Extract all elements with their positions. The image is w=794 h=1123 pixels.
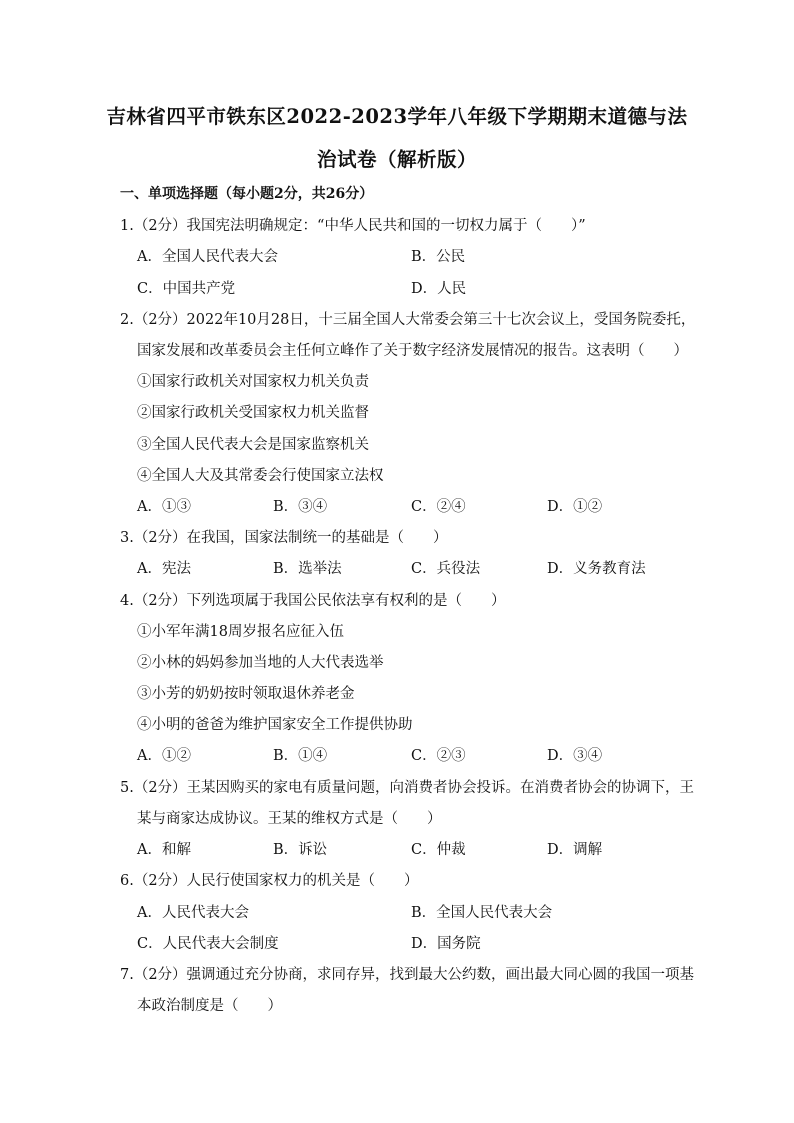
question-5-option-c: C．仲裁 (411, 842, 466, 858)
question-4-option-c: C．②③ (411, 748, 466, 764)
question-7-stem-line-1: 7.（2分）强调通过充分协商，求同存异，找到最大公约数，画出最大同心圆的我国一项基 (120, 967, 695, 983)
question-4-statement-2: ②小林的妈妈参加当地的人大代表选举 (137, 655, 384, 671)
question-4-stem: 4.（2分）下列选项属于我国公民依法享有权利的是（ ） (120, 593, 506, 609)
question-2-statement-3: ③全国人民代表大会是国家监察机关 (137, 437, 369, 453)
question-1-option-a: A．全国人民代表大会 (137, 249, 278, 265)
question-5-option-b: B．诉讼 (273, 842, 328, 858)
question-3-option-c: C．兵役法 (411, 561, 481, 577)
question-6-option-b: B．全国人民代表大会 (411, 905, 553, 921)
question-1-option-c: C．中国共产党 (137, 281, 236, 297)
question-2-statement-4: ④全国人大及其常委会行使国家立法权 (137, 468, 384, 484)
question-7-stem-line-2: 本政治制度是（ ） (137, 998, 282, 1014)
question-2-option-d: D．①② (547, 499, 603, 515)
question-4-option-b: B．①④ (273, 748, 328, 764)
question-1-option-b: B．公民 (411, 249, 466, 265)
question-2-option-a: A．①③ (137, 499, 191, 515)
question-4-statement-1: ①小军年满18周岁报名应征入伍 (137, 624, 344, 640)
question-4-statement-3: ③小芳的奶奶按时领取退休养老金 (137, 686, 355, 702)
question-2-option-b: B．③④ (273, 499, 328, 515)
question-6-stem: 6.（2分）人民行使国家权力的机关是（ ） (120, 873, 419, 889)
question-3-stem: 3.（2分）在我国，国家法制统一的基础是（ ） (120, 530, 448, 546)
question-3-option-a: A．宪法 (137, 561, 191, 577)
question-6-option-a: A．人民代表大会 (137, 905, 249, 921)
question-5-stem-line-2: 某与商家达成协议。王某的维权方式是（ ） (137, 811, 442, 827)
question-4-statement-4: ④小明的爸爸为维护国家安全工作提供协助 (137, 717, 413, 733)
section-heading: 一、单项选择题（每小题2分，共26分） (120, 186, 374, 202)
question-5-stem-line-1: 5.（2分）王某因购买的家电有质量问题，向消费者协会投诉。在消费者协会的协调下，王 (120, 780, 695, 796)
question-1-stem: 1.（2分）我国宪法明确规定：“中华人民共和国的一切权力属于（ ）” (120, 218, 586, 234)
question-4-option-a: A．①② (137, 748, 191, 764)
question-4-option-d: D．③④ (547, 748, 603, 764)
question-5-option-d: D．调解 (547, 842, 603, 858)
question-1-option-d: D．人民 (411, 281, 467, 297)
question-6-option-c: C．人民代表大会制度 (137, 936, 279, 952)
question-5-option-a: A．和解 (137, 842, 191, 858)
question-2-stem-line-2: 国家发展和改革委员会主任何立峰作了关于数字经济发展情况的报告。这表明（ ） (137, 343, 688, 359)
question-6-option-d: D．国务院 (411, 936, 481, 952)
question-2-statement-1: ①国家行政机关对国家权力机关负责 (137, 374, 369, 390)
question-3-option-d: D．义务教育法 (547, 561, 646, 577)
document-title-line-1: 吉林省四平市铁东区2022-2023学年八年级下学期期末道德与法 (106, 105, 688, 128)
document-title-line-2: 治试卷（解析版） (316, 148, 477, 171)
question-3-option-b: B．选举法 (273, 561, 342, 577)
question-2-option-c: C．②④ (411, 499, 466, 515)
question-2-stem-line-1: 2.（2分）2022年10月28日，十三届全国人大常委会第三十七次会议上，受国务院委托， (120, 312, 696, 328)
question-2-statement-2: ②国家行政机关受国家权力机关监督 (137, 405, 369, 421)
